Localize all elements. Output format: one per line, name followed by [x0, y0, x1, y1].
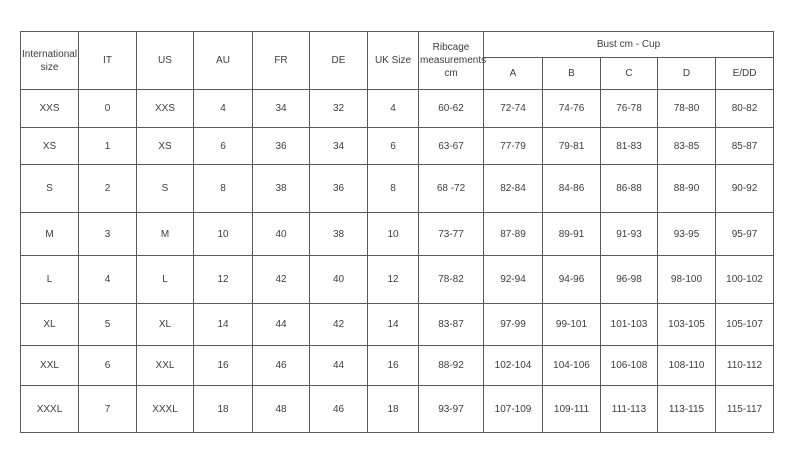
table-cell: L — [137, 256, 194, 304]
col-header-it: IT — [79, 32, 137, 90]
table-cell: 77-79 — [484, 128, 543, 165]
table-row — [21, 386, 774, 433]
table-cell: 4 — [79, 256, 137, 304]
table-cell: 3 — [79, 213, 137, 256]
table-cell: 44 — [253, 304, 310, 346]
col-header-au: AU — [194, 32, 253, 90]
table-cell: 96-98 — [601, 256, 658, 304]
table-cell: 4 — [194, 90, 253, 128]
table-cell: 85-87 — [716, 128, 774, 165]
col-header-cup-c: C — [601, 58, 658, 90]
table-cell: M — [21, 213, 79, 256]
table-cell: 78-80 — [658, 90, 716, 128]
table-cell: 88-92 — [419, 346, 484, 386]
table-cell: XXS — [21, 90, 79, 128]
col-header-bust-cup-group: Bust cm - Cup — [484, 32, 774, 58]
table-cell: 1 — [79, 128, 137, 165]
col-header-cup-edd: E/DD — [716, 58, 774, 90]
table-row — [21, 90, 774, 128]
table-cell: S — [137, 165, 194, 213]
table-cell: S — [21, 165, 79, 213]
table-cell: 107-109 — [484, 386, 543, 433]
table-cell: 36 — [253, 128, 310, 165]
table-cell: 108-110 — [658, 346, 716, 386]
table-cell: 2 — [79, 165, 137, 213]
table-cell: 36 — [310, 165, 368, 213]
table-cell: 12 — [368, 256, 419, 304]
table-cell: XXL — [21, 346, 79, 386]
table-cell: XS — [21, 128, 79, 165]
table-cell: 89-91 — [543, 213, 601, 256]
table-cell: 4 — [368, 90, 419, 128]
table-cell: 6 — [194, 128, 253, 165]
table-cell: 10 — [368, 213, 419, 256]
table-row — [21, 304, 774, 346]
table-cell: XXXL — [137, 386, 194, 433]
table-cell: 60-62 — [419, 90, 484, 128]
table-cell: 10 — [194, 213, 253, 256]
table-cell: 14 — [194, 304, 253, 346]
table-cell: 83-85 — [658, 128, 716, 165]
table-cell: 101-103 — [601, 304, 658, 346]
table-cell: 94-96 — [543, 256, 601, 304]
table-header — [21, 32, 774, 90]
table-cell: 83-87 — [419, 304, 484, 346]
table-cell: 6 — [79, 346, 137, 386]
table-row — [21, 256, 774, 304]
table-cell: 109-111 — [543, 386, 601, 433]
table-cell: 80-82 — [716, 90, 774, 128]
table-cell: 106-108 — [601, 346, 658, 386]
table-cell: 78-82 — [419, 256, 484, 304]
table-cell: 63-67 — [419, 128, 484, 165]
table-cell: 103-105 — [658, 304, 716, 346]
table-cell: 40 — [310, 256, 368, 304]
table-cell: 5 — [79, 304, 137, 346]
table-row — [21, 128, 774, 165]
table-cell: M — [137, 213, 194, 256]
col-header-cup-d: D — [658, 58, 716, 90]
table-cell: 90-92 — [716, 165, 774, 213]
col-header-cup-a: A — [484, 58, 543, 90]
table-cell: 93-95 — [658, 213, 716, 256]
table-cell: 34 — [253, 90, 310, 128]
size-table-body — [21, 90, 774, 433]
col-header-fr: FR — [253, 32, 310, 90]
table-cell: 44 — [310, 346, 368, 386]
table-cell: 42 — [253, 256, 310, 304]
table-cell: 104-106 — [543, 346, 601, 386]
col-header-ribcage: Ribcage measurements cm — [419, 32, 484, 90]
bra-size-conversion-table — [20, 31, 774, 433]
table-cell: 0 — [79, 90, 137, 128]
col-header-de: DE — [310, 32, 368, 90]
table-cell: 88-90 — [658, 165, 716, 213]
table-cell: XXXL — [21, 386, 79, 433]
table-cell: 98-100 — [658, 256, 716, 304]
table-cell: 87-89 — [484, 213, 543, 256]
table-cell: 111-113 — [601, 386, 658, 433]
table-cell: 46 — [253, 346, 310, 386]
table-cell: XL — [137, 304, 194, 346]
table-row — [21, 346, 774, 386]
col-header-cup-b: B — [543, 58, 601, 90]
table-cell: 86-88 — [601, 165, 658, 213]
table-cell: L — [21, 256, 79, 304]
table-cell: 110-112 — [716, 346, 774, 386]
table-cell: 48 — [253, 386, 310, 433]
table-cell: 16 — [194, 346, 253, 386]
table-cell: XXL — [137, 346, 194, 386]
table-cell: 92-94 — [484, 256, 543, 304]
table-cell: 95-97 — [716, 213, 774, 256]
table-cell: 34 — [310, 128, 368, 165]
table-cell: 82-84 — [484, 165, 543, 213]
table-cell: 7 — [79, 386, 137, 433]
table-cell: 79-81 — [543, 128, 601, 165]
table-cell: 32 — [310, 90, 368, 128]
table-cell: 91-93 — [601, 213, 658, 256]
table-cell: 68 -72 — [419, 165, 484, 213]
table-cell: 6 — [368, 128, 419, 165]
table-cell: 12 — [194, 256, 253, 304]
table-cell: 113-115 — [658, 386, 716, 433]
table-cell: XS — [137, 128, 194, 165]
table-cell: 93-97 — [419, 386, 484, 433]
table-cell: 8 — [368, 165, 419, 213]
table-cell: 16 — [368, 346, 419, 386]
table-cell: 14 — [368, 304, 419, 346]
table-cell: XXS — [137, 90, 194, 128]
table-cell: 18 — [194, 386, 253, 433]
table-cell: 102-104 — [484, 346, 543, 386]
table-cell: 100-102 — [716, 256, 774, 304]
table-cell: 40 — [253, 213, 310, 256]
table-cell: 81-83 — [601, 128, 658, 165]
col-header-us: US — [137, 32, 194, 90]
col-header-uk-size: UK Size — [368, 32, 419, 90]
table-cell: 72-74 — [484, 90, 543, 128]
col-header-international-size: International size — [21, 32, 79, 90]
table-cell: 38 — [310, 213, 368, 256]
table-cell: 99-101 — [543, 304, 601, 346]
table-row — [21, 213, 774, 256]
table-cell: 97-99 — [484, 304, 543, 346]
table-cell: 46 — [310, 386, 368, 433]
table-row — [21, 165, 774, 213]
table-cell: 115-117 — [716, 386, 774, 433]
table-cell: 42 — [310, 304, 368, 346]
header-row-top — [21, 32, 774, 58]
table-cell: 84-86 — [543, 165, 601, 213]
table-cell: 74-76 — [543, 90, 601, 128]
table-cell: 18 — [368, 386, 419, 433]
table-cell: 38 — [253, 165, 310, 213]
table-cell: 73-77 — [419, 213, 484, 256]
table-cell: XL — [21, 304, 79, 346]
table-cell: 8 — [194, 165, 253, 213]
table-cell: 76-78 — [601, 90, 658, 128]
table-cell: 105-107 — [716, 304, 774, 346]
